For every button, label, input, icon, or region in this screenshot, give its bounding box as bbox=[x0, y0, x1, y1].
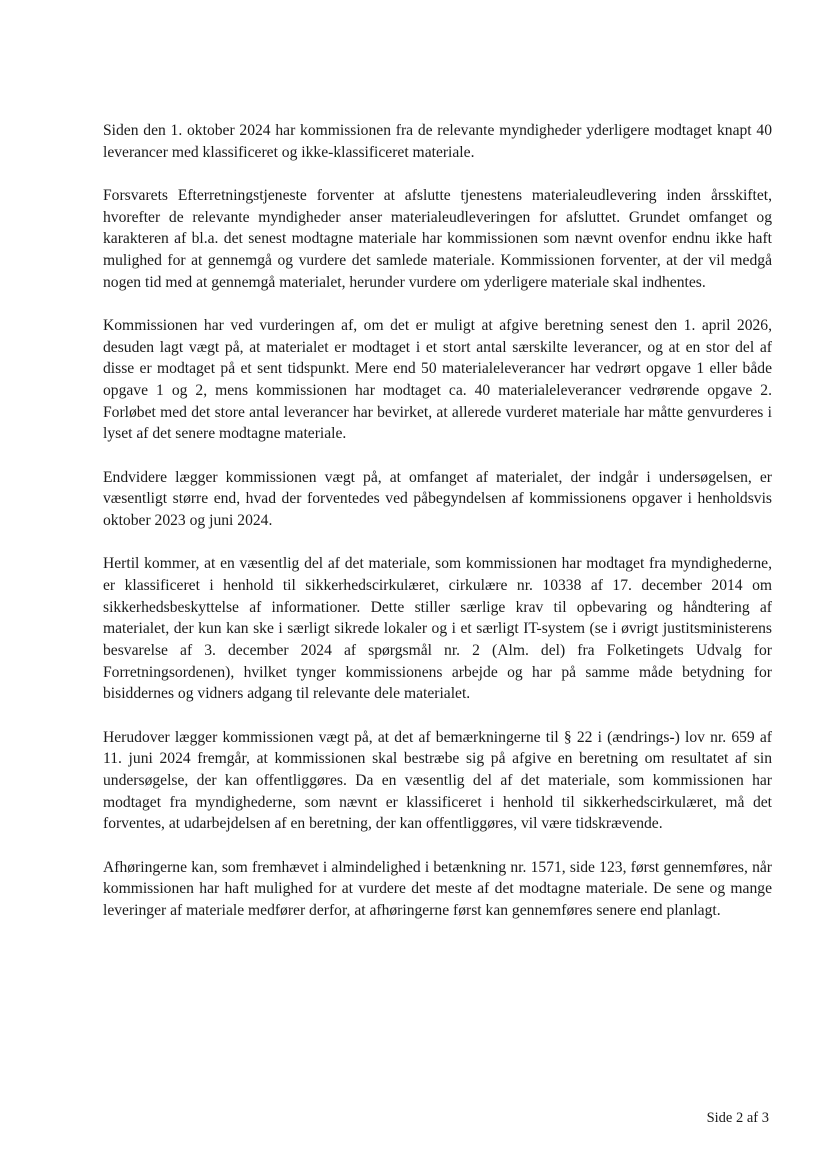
paragraph-7: Afhøringerne kan, som fremhævet i almindelighed i betænkning nr. 1571, side 123, først gennemføres, når kommissionen har haft mulighed for at vurdere det meste af det modtagne materiale. De sene og mange leveringer af materiale medfører derfor, at afhøringerne først kan gennemføres senere end planlagt. bbox=[103, 858, 772, 920]
paragraph-5: Hertil kommer, at en væsentlig del af det materiale, som kommissionen har modtaget fra myndighederne, er klassificeret i henhold til sikkerhedscirkulæret, cirkulære nr. 10338 af 17. december 2014 om sikkerhedsbeskyttelse af informationer. Dette stiller særlige krav til opbevaring og håndtering af materialet, der kun kan ske i særligt sikrede lokaler og i et særligt IT-system (se i øvrigt justitsministerens besvarelse af 3. december 2024 af spørgsmål nr. 2 (Alm. del) fra Folketingets Udvalg for Forretningsordenen), hvilket tynger kommissionens arbejde og har på samme måde betydning for bisiddernes og vidners adgang til relevante dele materialet. bbox=[103, 555, 772, 703]
paragraph-3: Kommissionen har ved vurderingen af, om det er muligt at afgive beretning senest den 1. april 2026, desuden lagt vægt på, at materialet er modtaget i et stort antal særskilte leverancer, og at en stor del af disse er modtaget på et sent tidspunkt. Mere end 50 materialeleverancer har vedrørt opgave 1 eller både opgave 1 og 2, mens kommissionen har modtaget ca. 40 materialeleverancer vedrørende opgave 2. Forløbet med det store antal leverancer har bevirket, at allerede vurderet materiale har måtte genvurderes i lyset af det senere modtagne materiale. bbox=[103, 316, 772, 443]
paragraph-2: Forsvarets Efterretningstjeneste forventer at afslutte tjenestens materialeudlevering inden årsskiftet, hvorefter de relevante myndigheder anser materialeudleveringen for afsluttet. Grundet omfanget og karakteren af bl.a. det senest modtagne materiale har kommissionen som nævnt ovenfor endnu ikke haft mulighed for at gennemgå og vurdere det samlede materiale. Kommissionen forventer, at der vil medgå nogen tid med at gennemgå materialet, herunder vurdere om yderligere materiale skal indhentes. bbox=[103, 186, 772, 291]
paragraph-4: Endvidere lægger kommissionen vægt på, at omfanget af materialet, der indgår i undersøgelsen, er væsentligt større end, hvad der forventedes ved påbegyndelsen af kommissionens opgaver i henholdsvis oktober 2023 og juni 2024. bbox=[103, 468, 772, 530]
paragraph-1: Siden den 1. oktober 2024 har kommissionen fra de relevante myndigheder yderligere modtaget knapt 40 leverancer med klassificeret og ikke-klassificeret materiale. bbox=[103, 122, 772, 161]
paragraph-6: Herudover lægger kommissionen vægt på, at det af bemærkningerne til § 22 i (ændrings-) lov nr. 659 af 11. juni 2024 fremgår, at kommissionen skal bestræbe sig på afgive en beretning om resultatet af sin undersøgelse, der kan offentliggøres. Da en væsentlig del af det materiale, som kommissionen har modtaget fra myndighederne, som nævnt er klassificeret i henhold til sikkerhedscirkulæret, må det forventes, at udarbejdelsen af en beretning, der kan offentliggøres, vil være tidskrævende. bbox=[103, 728, 772, 833]
page-number: Side 2 af 3 bbox=[706, 1110, 769, 1126]
document-body bbox=[103, 120, 772, 943]
